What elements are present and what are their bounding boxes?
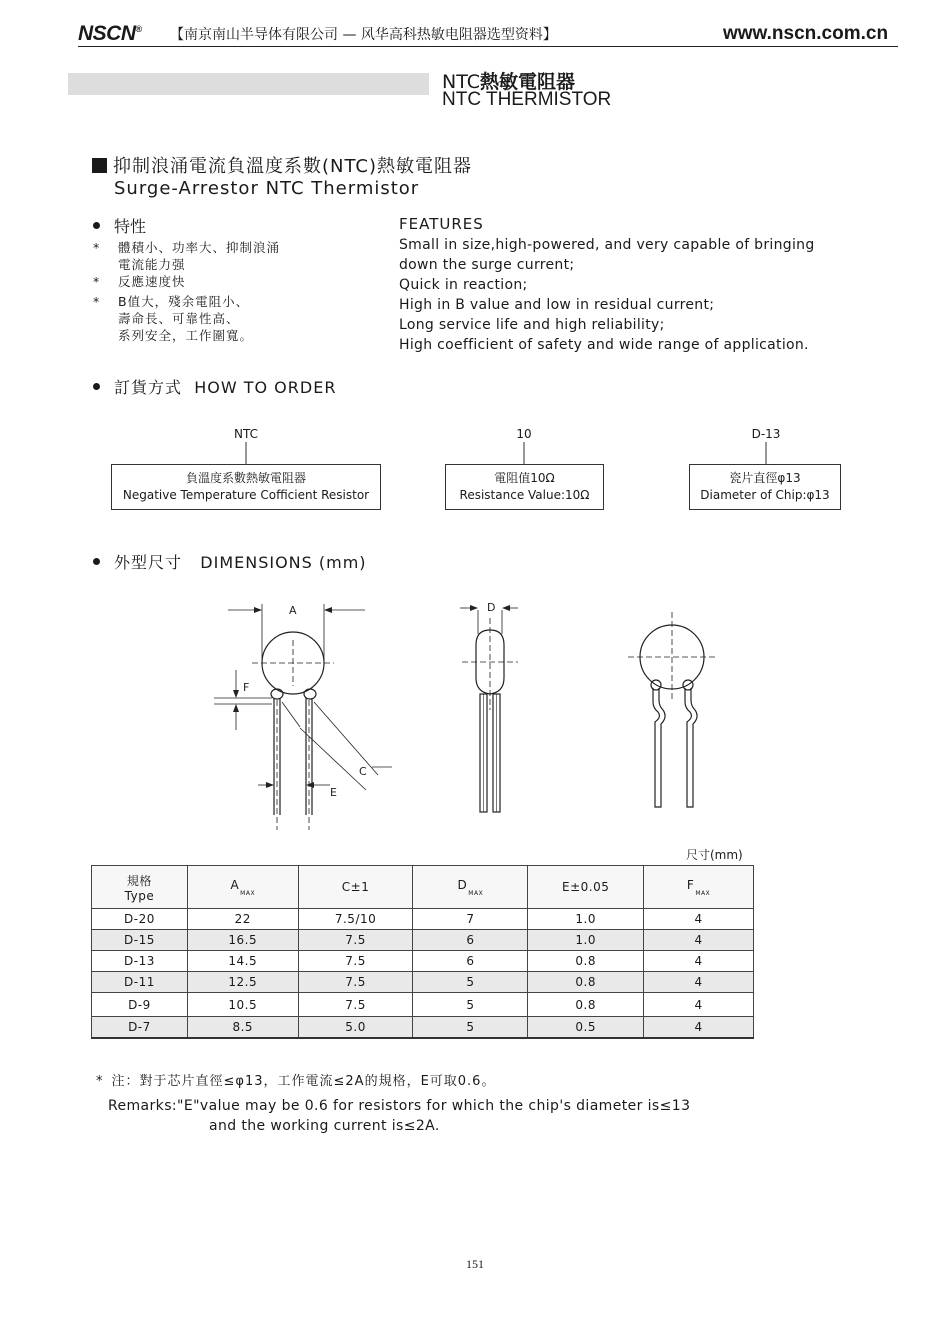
order-box-en: Diameter of Chip:φ13 xyxy=(700,488,830,502)
header-url[interactable]: www.nscn.com.cn xyxy=(723,23,889,44)
table-row: D-7 8.5 5.0 5 0.5 4 xyxy=(92,1017,754,1039)
features-heading-en: FEATURES xyxy=(399,215,484,233)
feature-en-line: Quick in reaction; xyxy=(399,277,528,293)
order-box-resistance xyxy=(445,464,604,510)
section-title-cn: 抑制浪涌電流負溫度系數(NTC)熱敏電阻器 xyxy=(92,152,472,178)
bullet-icon xyxy=(93,558,100,565)
page-title-en: NTC THERMISTOR xyxy=(442,89,612,110)
order-heading: 訂貨方式 HOW TO ORDER xyxy=(93,375,336,398)
table-row: D-9 10.5 7.5 5 0.8 4 xyxy=(92,993,754,1017)
features-heading: 特性 xyxy=(93,214,146,237)
remark-en: Remarks:"E"value may be 0.6 for resistors for which the chip's diameter is≤13 and the working current is≤2A. xyxy=(108,1098,691,1134)
table-row: D-15 16.5 7.5 6 1.0 4 xyxy=(92,930,754,951)
dim-label-c: C xyxy=(359,765,367,778)
feature-cn-1: * 體積小、功率大、抑制浪涌 電流能力强 xyxy=(93,240,281,272)
order-box-cn: 負溫度系數熱敏電阻器 xyxy=(185,471,306,485)
feature-cn-3: * B值大，殘余電阻小、 壽命長、可靠性高、 系列安全，工作圍寬。 xyxy=(93,294,254,343)
header-company: 【南京南山半导体有限公司 — 风华高科热敏电阻器选型资料】 xyxy=(170,27,557,43)
dimensions-heading: 外型尺寸 DIMENSIONS (mm) xyxy=(93,550,367,573)
page-number: 151 xyxy=(466,1257,484,1271)
unit-label: 尺寸(mm) xyxy=(686,848,743,862)
dim-label-d: D xyxy=(487,601,496,614)
order-box-cn: 電阻值10Ω xyxy=(494,471,555,485)
dimensions-table xyxy=(91,865,754,1039)
col-f: $F_{MAX}$ xyxy=(644,866,754,909)
feature-cn-2: * 反應速度快 xyxy=(93,274,186,289)
table-header-row xyxy=(92,866,754,909)
order-box-en: Negative Temperature Cofficient Resistor xyxy=(122,488,370,502)
col-e: E±0.05 xyxy=(528,866,644,909)
col-a: $A_{MAX}$ xyxy=(187,866,298,909)
table-row: D-13 14.5 7.5 6 0.8 4 xyxy=(92,951,754,972)
side-view-drawing xyxy=(460,605,518,812)
order-code-resistance: 10 xyxy=(516,427,532,441)
feature-en-line: Small in size,high-powered, and very capable of bringing xyxy=(399,237,815,253)
col-c: C±1 xyxy=(298,866,413,909)
remark-cn: * 注：對于芯片直徑≤φ13，工作電流≤2A的規格，E可取0.6。 xyxy=(96,1074,496,1089)
feature-en-line: High in B value and low in residual current; xyxy=(399,297,715,313)
feature-en-line: High coefficient of safety and wide range of application. xyxy=(399,337,809,353)
order-code-diameter: D-13 xyxy=(751,427,781,441)
nscn-logo: NSCN® xyxy=(78,22,142,45)
col-type: 規格 Type xyxy=(92,866,188,909)
feature-en-line: Long service life and high reliability; xyxy=(399,317,665,333)
order-box-en: Resistance Value:10Ω xyxy=(459,488,590,502)
table-row: D-11 12.5 7.5 5 0.8 4 xyxy=(92,972,754,993)
dim-label-f: F xyxy=(243,681,250,694)
dimension-drawings xyxy=(0,590,950,840)
col-d: $D_{MAX}$ xyxy=(413,866,528,909)
page-title-cn: NTC熱敏電阻器 xyxy=(442,71,575,93)
order-box-cn: 瓷片直徑φ13 xyxy=(729,471,801,485)
order-code-ntc: NTC xyxy=(234,427,258,441)
order-box-ntc xyxy=(111,464,381,510)
feature-en-line: down the surge current; xyxy=(399,257,575,273)
order-connectors xyxy=(0,0,950,470)
front-view-drawing xyxy=(214,604,392,830)
table-row: D-20 22 7.5/10 7 1.0 4 xyxy=(92,909,754,930)
dim-label-a: A xyxy=(289,604,297,617)
kinked-lead-view-drawing xyxy=(628,612,716,807)
order-box-diameter xyxy=(689,464,841,510)
section-title-en: Surge-Arrestor NTC Thermistor xyxy=(114,178,420,199)
dim-label-e: E xyxy=(330,786,337,799)
